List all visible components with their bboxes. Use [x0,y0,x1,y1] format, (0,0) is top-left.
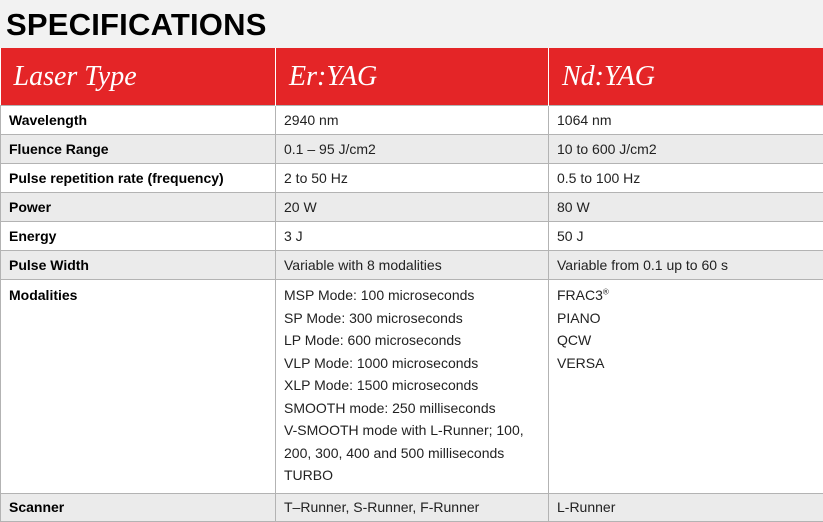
registered-mark: ® [602,287,609,297]
header-er-yag: Er:YAG [276,48,549,106]
page-title: SPECIFICATIONS [6,7,267,42]
row-label-pulse-repetition-rate: Pulse repetition rate (frequency) [1,164,276,193]
cell-eryag-energy: 3 J [276,222,549,251]
modality-line: 200, 300, 400 and 500 milliseconds [284,444,505,461]
table-header-row [1,48,823,106]
cell-ndyag-modalities [549,280,823,494]
modality-line: LP Mode: 600 microseconds [284,332,462,348]
specifications-table [0,48,823,522]
cell-eryag-wavelength: 2940 nm [276,106,549,135]
table-row [1,193,823,222]
title-bar [0,0,823,48]
modality-line: SMOOTH mode: 250 milliseconds [284,399,496,416]
modality-line: VERSA [557,354,605,371]
modality-line: VLP Mode: 1000 microseconds [284,354,479,371]
cell-ndyag-fluence-range: 10 to 600 J/cm2 [549,135,823,164]
modality-line: XLP Mode: 1500 microseconds [284,377,479,393]
row-label-pulse-width: Pulse Width [1,251,276,280]
row-label-fluence-range: Fluence Range [1,135,276,164]
table-row [1,251,823,280]
cell-eryag-modalities [276,280,549,494]
modality-line: SP Mode: 300 microseconds [284,309,463,326]
modality-line: QCW [557,332,592,348]
row-label-scanner: Scanner [1,493,276,521]
cell-ndyag-scanner: L-Runner [549,493,823,521]
cell-eryag-power: 20 W [276,193,549,222]
cell-ndyag-wavelength: 1064 nm [549,106,823,135]
row-label-power: Power [1,193,276,222]
modality-line: MSP Mode: 100 microseconds [284,287,475,303]
cell-eryag-scanner: T–Runner, S-Runner, F-Runner [276,493,549,521]
cell-ndyag-power: 80 W [549,193,823,222]
table-row [1,493,823,521]
modality-line: V-SMOOTH mode with L-Runner; 100, [284,422,524,438]
cell-ndyag-pulse-repetition-rate: 0.5 to 100 Hz [549,164,823,193]
modality-line: TURBO [284,467,333,483]
cell-eryag-pulse-width: Variable with 8 modalities [276,251,549,280]
cell-ndyag-energy: 50 J [549,222,823,251]
header-nd-yag: Nd:YAG [549,48,823,106]
modality-line: PIANO [557,309,601,326]
cell-eryag-pulse-repetition-rate: 2 to 50 Hz [276,164,549,193]
row-label-wavelength: Wavelength [1,106,276,135]
cell-eryag-fluence-range: 0.1 – 95 J/cm2 [276,135,549,164]
cell-ndyag-pulse-width: Variable from 0.1 up to 60 s [549,251,823,280]
table-row [1,280,823,494]
header-laser-type: Laser Type [1,48,276,106]
table-row [1,222,823,251]
row-label-modalities [1,280,276,494]
table-row [1,106,823,135]
modality-line [557,284,815,307]
modality-frac3: FRAC3 [557,287,603,303]
modalities-label: Modalities [9,287,78,303]
table-row [1,135,823,164]
row-label-energy: Energy [1,222,276,251]
table-row [1,164,823,193]
